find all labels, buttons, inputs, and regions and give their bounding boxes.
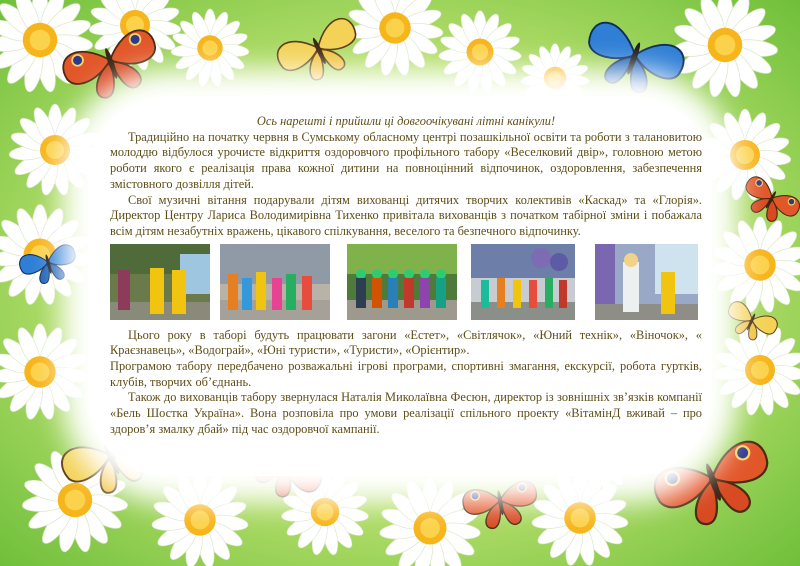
daisy-flower [0,204,91,306]
photo-2 [220,244,330,320]
butterfly-blue-icon [577,18,688,104]
photo-3 [347,244,457,320]
photo-strip [110,244,702,322]
article-content [110,114,702,438]
butterfly-orange-icon [461,479,541,533]
butterfly-yellow-icon [273,14,367,91]
photo-5 [595,244,698,320]
headline: Ось нарешті і прийшли ці довгоочікувані літні канікули! [256,114,556,128]
photo-4 [471,244,575,320]
paragraph-program: Програмою табору передбачено розважальні ігрові програми, спортивні змагання, екскурсії, робота гуртків, клубів, творчих об’єднань. [110,359,702,389]
paragraph-greetings: Свої музичні вітання подарували дітям вихованці дитячих творчих колективів «Каскад» та «Глорія». Директор Центру Лариса Володимирівна Тихенко привітала вихованців з початком табірної зміни і побажала всім дітям незабутніх вражень, цікавого спілкування, веселого та безпечного відпочинку. [110,192,702,238]
daisy-flower [346,0,444,77]
paragraph-opening: Традиційно на початку червня в Сумському обласному центрі позашкільної освіти та роботи з талановитою молоддю відбулося урочисте відкриття оздоровчого профільного табору «Веселковий двір», головною метою роботи якого є реалізація права кожної дитини на повноцінний відпочинок, оздоровлення, забезпечення змістовного дозвілля дітей. [110,129,702,191]
daisy-flower [379,477,481,566]
daisy-flower [438,11,522,94]
daisy-flower [170,9,249,88]
daisy-flower [672,0,779,98]
daisy-flower [699,109,792,201]
daisy-flower [714,324,800,416]
paragraph-squads: Цього року в таборі будуть працювати загони «Естет», «Світлячок», «Юний технік», «Віночок», « Краєзнавець», «Водограй», «Юні туристи», «Туристи», «Орієнтир». [110,327,702,358]
daisy-flower [151,472,249,566]
paragraph-partner: Також до вихованців табору звернулася Наталія Миколаївна Фесюн, директор із зовнішніх зв’язків компанії «Бель Шостка Україна». Вона розповіла про умови реалізації спільного проекту «ВітамінД вживай – про здоров’я змалку дбай» під час оздоровчої кампанії. [110,390,702,436]
photo-1 [110,244,210,320]
daisy-flower [711,217,800,314]
daisy-flower [0,324,89,421]
